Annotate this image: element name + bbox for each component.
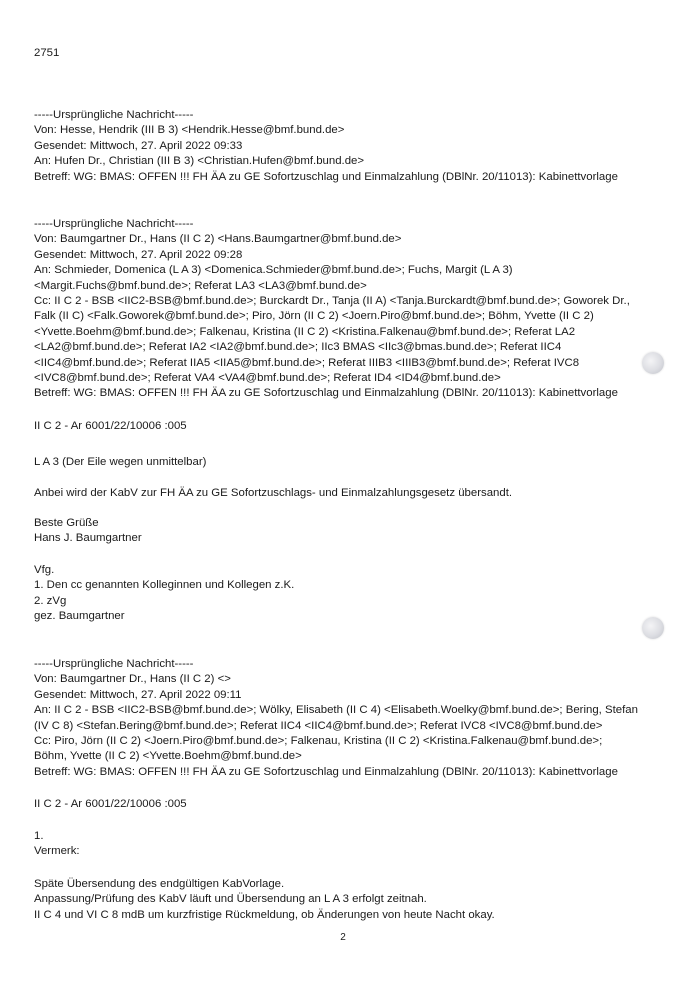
text-line: -----Ursprüngliche Nachricht----- xyxy=(34,218,194,230)
text-line: <Yvette.Boehm@bmf.bund.de>; Falkenau, Kristina (II C 2) <Kristina.Falkenau@bmf.bund.de>; Referat LA2 xyxy=(34,325,576,338)
text-line: II C 2 - Ar 6001/22/10006 :005 xyxy=(34,420,187,432)
text-line: An: II C 2 - BSB <IIC2-BSB@bmf.bund.de>; Wölky, Elisabeth (II C 4) <Elisabeth.Woelky@bmf.bund.de>; Bering, Stefan xyxy=(34,704,638,717)
text-line: <Margit.Fuchs@bmf.bund.de>; Referat LA3 <LA3@bmf.bund.de> xyxy=(34,279,367,292)
text-line: Gesendet: Mittwoch, 27. April 2022 09:33 xyxy=(34,139,243,152)
text-line: Anbei wird der KabV zur FH ÄA zu GE Sofortzuschlags- und Einmalzahlungsgesetz übersandt. xyxy=(34,487,513,499)
text-line: Falk (II C) <Falk.Goworek@bmf.bund.de>; Piro, Jörn (II C 2) <Joern.Piro@bmf.bund.de>; Böhm, Yvette (II C 2) xyxy=(34,310,594,323)
text-line: Betreff: WG: BMAS: OFFEN !!! FH ÄA zu GE Sofortzuschlag und Einmalzahlung (DBlNr. 20/11013): Kabinettvorlage xyxy=(34,765,618,778)
text-line: -----Ursprüngliche Nachricht----- xyxy=(34,658,194,670)
document-number: 2751 xyxy=(34,47,60,59)
text-line: 1. xyxy=(34,830,44,842)
text-line: An: Schmieder, Domenica (L A 3) <Domenica.Schmieder@bmf.bund.de>; Fuchs, Margit (L A 3) xyxy=(34,264,513,277)
text-line: Beste Grüße xyxy=(34,517,99,529)
text-line: Cc: Piro, Jörn (II C 2) <Joern.Piro@bmf.bund.de>; Falkenau, Kristina (II C 2) <Kristina.Falkenau@bmf.bund.de>; xyxy=(34,735,603,747)
page-number: 2 xyxy=(340,932,346,943)
text-line: Cc: II C 2 - BSB <IIC2-BSB@bmf.bund.de>; Burckardt Dr., Tanja (II A) <Tanja.Burckardt@bmf.bund.de>; Goworek Dr., xyxy=(34,295,630,307)
text-line: Späte Übersendung des endgültigen KabVorlage. xyxy=(34,878,285,890)
text-line: L A 3 (Der Eile wegen unmittelbar) xyxy=(34,456,207,468)
text-line: Von: Baumgartner Dr., Hans (II C 2) <> xyxy=(34,673,231,686)
text-line: <IVC8@bmf.bund.de>; Referat VA4 <VA4@bmf.bund.de>; Referat ID4 <ID4@bmf.bund.de> xyxy=(34,372,501,384)
text-line: <IIC4@bmf.bund.de>; Referat IIA5 <IIA5@bmf.bund.de>; Referat IIIB3 <IIIB3@bmf.bund.de>; Referat IVC8 xyxy=(34,356,580,369)
text-line: Betreff: WG: BMAS: OFFEN !!! FH ÄA zu GE Sofortzuschlag und Einmalzahlung (DBlNr. 20/11013): Kabinettvorlage xyxy=(34,387,618,400)
text-line: <LA2@bmf.bund.de>; Referat IA2 <IA2@bmf.bund.de>; IIc3 BMAS <IIc3@bmas.bund.de>; Referat IIC4 xyxy=(34,341,562,354)
text-line: Böhm, Yvette (II C 2) <Yvette.Boehm@bmf.bund.de> xyxy=(34,750,302,763)
text-line: Vermerk: xyxy=(34,845,80,858)
text-line: Gesendet: Mittwoch, 27. April 2022 09:11 xyxy=(34,688,242,701)
text-line: 1. Den cc genannten Kolleginnen und Kollegen z.K. xyxy=(34,579,295,592)
text-line: Von: Hesse, Hendrik (III B 3) <Hendrik.Hesse@bmf.bund.de> xyxy=(34,124,345,137)
text-line: 2. zVg xyxy=(34,594,67,607)
text-line: gez. Baumgartner xyxy=(34,610,125,623)
text-line: Vfg. xyxy=(34,564,55,576)
text-line: -----Ursprüngliche Nachricht----- xyxy=(34,109,194,121)
text-line: (IV C 8) <Stefan.Bering@bmf.bund.de>; Referat IIC4 <IIC4@bmf.bund.de>; Referat IVC8 <IVC8@bmf.bund.de> xyxy=(34,719,603,732)
punch-hole-top xyxy=(642,352,664,374)
text-line: II C 2 - Ar 6001/22/10006 :005 xyxy=(34,798,187,810)
text-line: II C 4 und VI C 8 mdB um kurzfristige Rückmeldung, ob Änderungen von heute Nacht okay. xyxy=(34,908,495,921)
text-line: An: Hufen Dr., Christian (III B 3) <Christian.Hufen@bmf.bund.de> xyxy=(34,155,365,168)
text-line: Von: Baumgartner Dr., Hans (II C 2) <Hans.Baumgartner@bmf.bund.de> xyxy=(34,233,402,246)
text-line: Anpassung/Prüfung des KabV läuft und Übersendung an L A 3 erfolgt zeitnah. xyxy=(34,893,427,906)
text-line: Hans J. Baumgartner xyxy=(34,532,142,545)
text-line: Betreff: WG: BMAS: OFFEN !!! FH ÄA zu GE Sofortzuschlag und Einmalzahlung (DBlNr. 20/11013): Kabinettvorlage xyxy=(34,170,618,183)
punch-hole-bottom xyxy=(642,617,664,639)
text-line: Gesendet: Mittwoch, 27. April 2022 09:28 xyxy=(34,248,243,261)
